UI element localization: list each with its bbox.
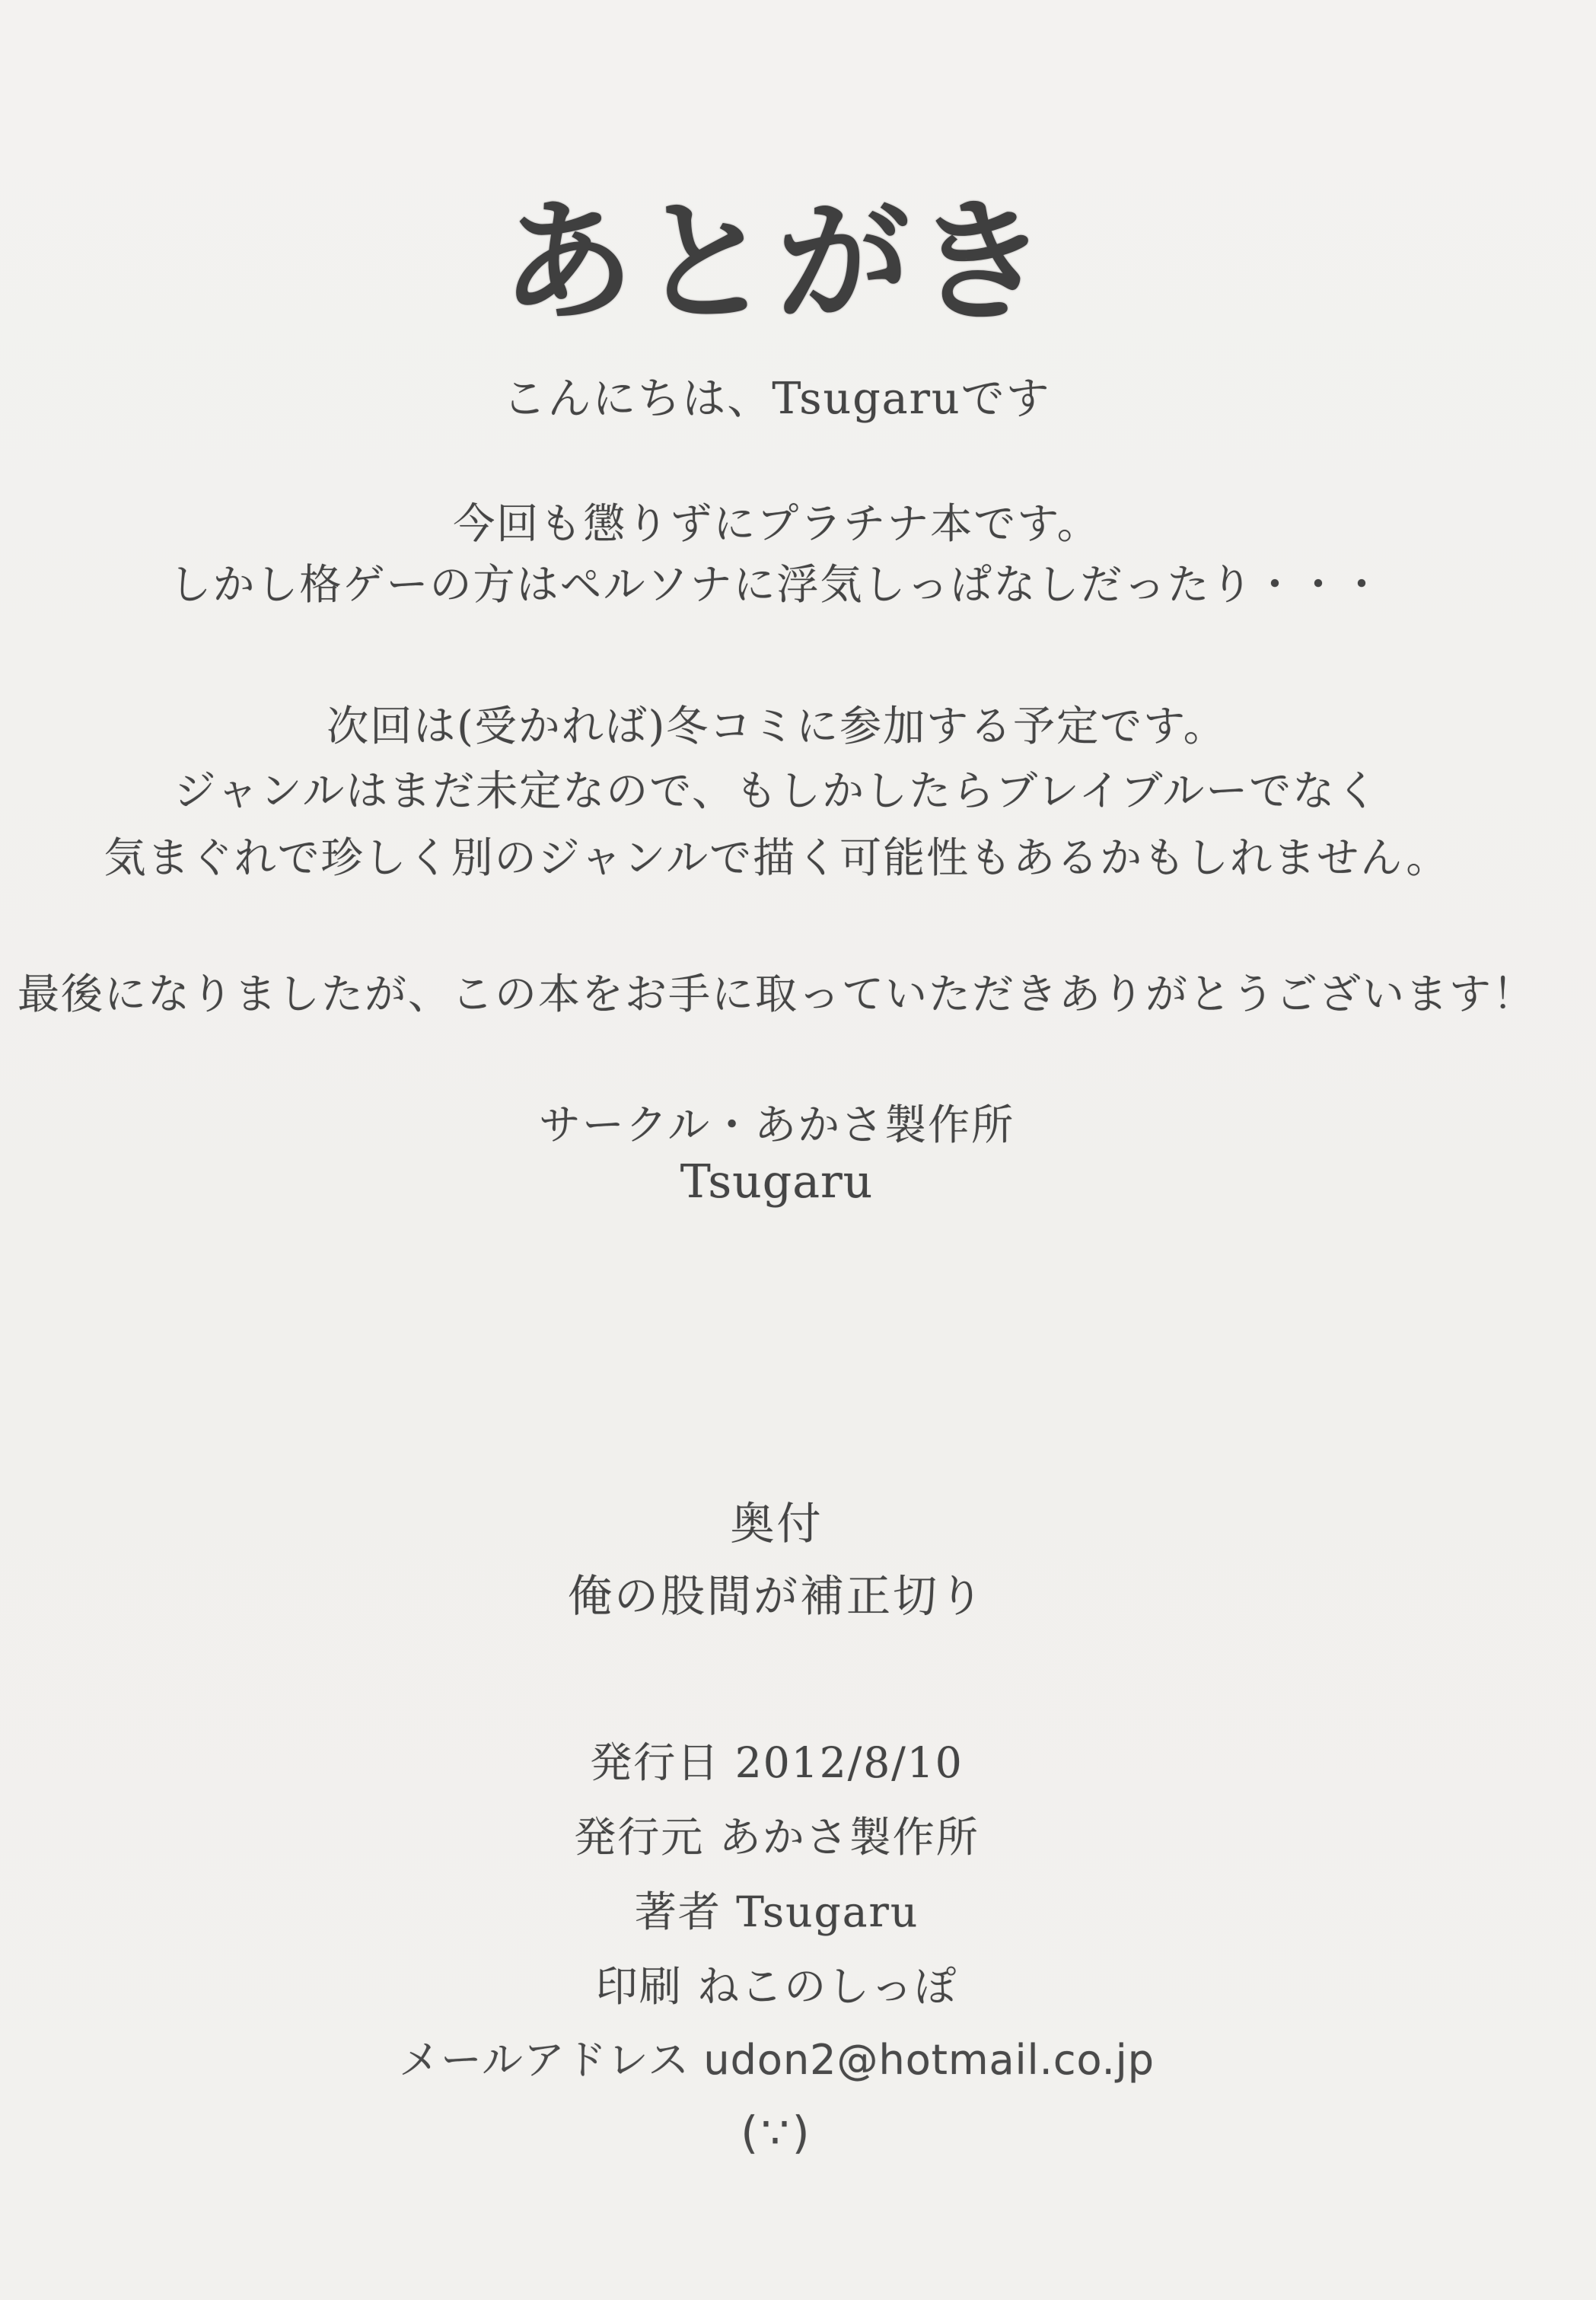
greeting-line: こんにちは、Tsugaruです xyxy=(502,374,1051,424)
afterword-title: あとがき xyxy=(501,184,1053,340)
colophon-email: メールアドレス udon2@hotmail.co.jp xyxy=(398,2036,1155,2084)
paragraph3-line1: 最後になりましたが、この本をお手に取っていただきありがとうございます！ xyxy=(17,970,1536,1018)
paragraph2-line3: 気まぐれで珍しく別のジャンルで描く可能性もあるかもしれません。 xyxy=(104,833,1450,882)
circle-credit: サークル・あかさ製作所 xyxy=(538,1101,1015,1149)
colophon-book-title: 俺の股間が補正切り xyxy=(567,1570,986,1622)
paragraph2-line2: ジャンルはまだ未定なので、もしかしたらブレイブルーでなく xyxy=(174,766,1380,815)
colophon-heading: 奥付 xyxy=(730,1498,823,1550)
paragraph1-line1: 今回も懲りずにプラチナ本です。 xyxy=(453,499,1101,548)
colophon-publisher: 発行元 あかさ製作所 xyxy=(574,1813,980,1862)
colophon-author: 著者 Tsugaru xyxy=(634,1887,919,1936)
author-credit: Tsugaru xyxy=(680,1155,874,1209)
colophon-publish-date: 発行日 2012/8/10 xyxy=(590,1738,964,1787)
paragraph1-line2: しかし格ゲーの方はペルソナに浮気しっぱなしだったり・・・ xyxy=(169,560,1384,609)
emoticon-face: (∵) xyxy=(741,2107,813,2158)
colophon-printer: 印刷 ねこのしっぽ xyxy=(595,1962,958,2011)
paragraph2-line1: 次回は(受かれば)冬コミに参加する予定です。 xyxy=(327,702,1227,750)
